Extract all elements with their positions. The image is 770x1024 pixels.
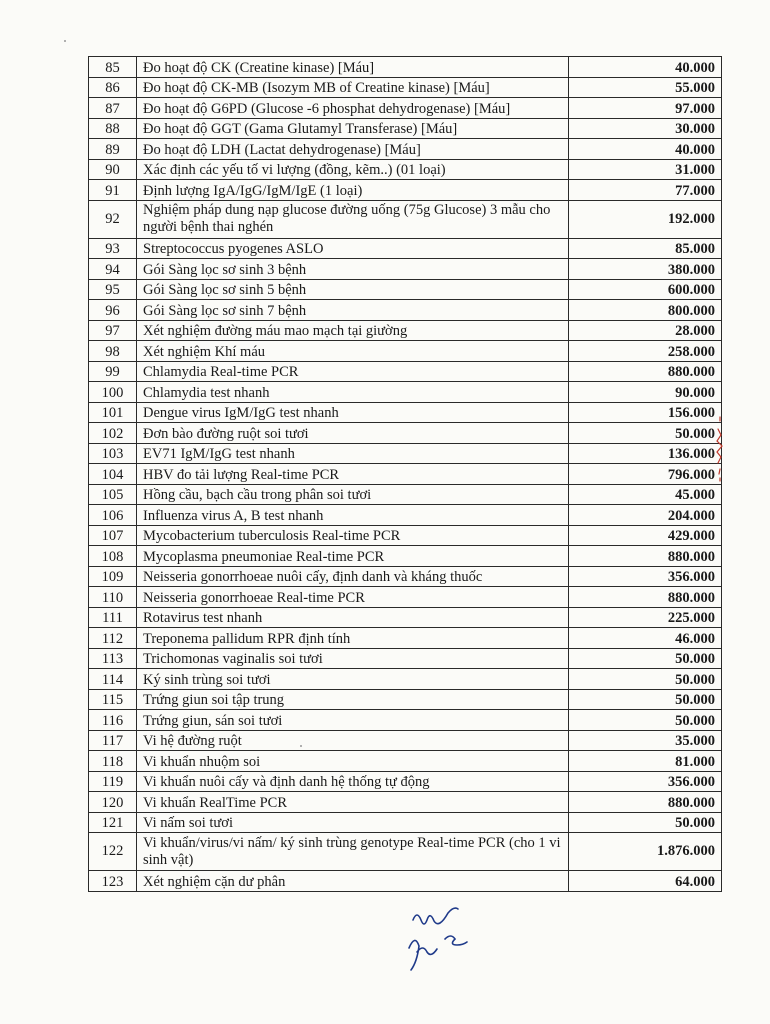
test-name: Neisseria gonorrhoeae nuôi cấy, định danh và kháng thuốc xyxy=(137,566,569,587)
row-number: 105 xyxy=(89,484,137,505)
row-number: 86 xyxy=(89,77,137,98)
test-price: 64.000 xyxy=(569,871,722,892)
row-number: 89 xyxy=(89,139,137,160)
test-name: Đo hoạt độ LDH (Lactat dehydrogenase) [Máu] xyxy=(137,139,569,160)
row-number: 104 xyxy=(89,464,137,485)
test-price: 77.000 xyxy=(569,180,722,201)
row-number: 109 xyxy=(89,566,137,587)
test-price: 258.000 xyxy=(569,341,722,362)
test-name: Vi khuẩn nuôi cấy và định danh hệ thống tự động xyxy=(137,771,569,792)
row-number: 115 xyxy=(89,689,137,710)
test-price: 192.000 xyxy=(569,200,722,238)
test-price: 30.000 xyxy=(569,118,722,139)
row-number: 103 xyxy=(89,443,137,464)
row-number: 99 xyxy=(89,361,137,382)
test-price: 204.000 xyxy=(569,505,722,526)
row-number: 93 xyxy=(89,238,137,259)
table-row xyxy=(89,669,722,690)
row-number: 108 xyxy=(89,546,137,567)
test-name: Trứng giun, sán soi tươi xyxy=(137,710,569,731)
test-price: 50.000 xyxy=(569,689,722,710)
row-number: 96 xyxy=(89,300,137,321)
test-price: 35.000 xyxy=(569,730,722,751)
table-row xyxy=(89,279,722,300)
table-row xyxy=(89,98,722,119)
test-price: 55.000 xyxy=(569,77,722,98)
row-number: 101 xyxy=(89,402,137,423)
test-price: 880.000 xyxy=(569,546,722,567)
row-number: 98 xyxy=(89,341,137,362)
test-price: 1.876.000 xyxy=(569,833,722,871)
table-row xyxy=(89,57,722,78)
test-price: 85.000 xyxy=(569,238,722,259)
scan-speck xyxy=(64,40,66,42)
row-number: 110 xyxy=(89,587,137,608)
test-name: Neisseria gonorrhoeae Real-time PCR xyxy=(137,587,569,608)
test-price: 880.000 xyxy=(569,361,722,382)
row-number: 97 xyxy=(89,320,137,341)
test-name: Định lượng IgA/IgG/IgM/IgE (1 loại) xyxy=(137,180,569,201)
row-number: 113 xyxy=(89,648,137,669)
test-price: 800.000 xyxy=(569,300,722,321)
table-row xyxy=(89,139,722,160)
table-row xyxy=(89,341,722,362)
test-price: 356.000 xyxy=(569,771,722,792)
table-row xyxy=(89,607,722,628)
table-row xyxy=(89,300,722,321)
table-row xyxy=(89,200,722,238)
row-number: 85 xyxy=(89,57,137,78)
table-row xyxy=(89,751,722,772)
test-name: Đo hoạt độ CK-MB (Isozym MB of Creatine kinase) [Máu] xyxy=(137,77,569,98)
test-name: Hồng cầu, bạch cầu trong phân soi tươi xyxy=(137,484,569,505)
test-name: Xét nghiệm đường máu mao mạch tại giường xyxy=(137,320,569,341)
test-name: Treponema pallidum RPR định tính xyxy=(137,628,569,649)
test-price: 429.000 xyxy=(569,525,722,546)
price-table xyxy=(88,56,722,892)
table-row xyxy=(89,812,722,833)
test-name: Streptococcus pyogenes ASLO xyxy=(137,238,569,259)
row-number: 94 xyxy=(89,259,137,280)
test-price: 31.000 xyxy=(569,159,722,180)
test-name: Đo hoạt độ GGT (Gama Glutamyl Transferase) [Máu] xyxy=(137,118,569,139)
test-name: Xét nghiệm cặn dư phân xyxy=(137,871,569,892)
row-number: 111 xyxy=(89,607,137,628)
row-number: 114 xyxy=(89,669,137,690)
test-name: Gói Sàng lọc sơ sinh 5 bệnh xyxy=(137,279,569,300)
row-number: 120 xyxy=(89,792,137,813)
test-price: 156.000 xyxy=(569,402,722,423)
table-row xyxy=(89,771,722,792)
test-price: 380.000 xyxy=(569,259,722,280)
margin-mark xyxy=(712,415,728,485)
table-row xyxy=(89,628,722,649)
test-price: 356.000 xyxy=(569,566,722,587)
table-row xyxy=(89,648,722,669)
test-name: Đo hoạt độ CK (Creatine kinase) [Máu] xyxy=(137,57,569,78)
row-number: 121 xyxy=(89,812,137,833)
table-row xyxy=(89,464,722,485)
test-name: Dengue virus IgM/IgG test nhanh xyxy=(137,402,569,423)
table-row xyxy=(89,259,722,280)
row-number: 91 xyxy=(89,180,137,201)
test-price: 50.000 xyxy=(569,648,722,669)
row-number: 112 xyxy=(89,628,137,649)
test-price: 880.000 xyxy=(569,792,722,813)
test-name: Đo hoạt độ G6PD (Glucose -6 phosphat dehydrogenase) [Máu] xyxy=(137,98,569,119)
row-number: 100 xyxy=(89,382,137,403)
test-price: 136.000 xyxy=(569,443,722,464)
table-row xyxy=(89,382,722,403)
price-table-body xyxy=(89,57,722,892)
test-price: 46.000 xyxy=(569,628,722,649)
test-price: 880.000 xyxy=(569,587,722,608)
test-price: 97.000 xyxy=(569,98,722,119)
test-name: Xác định các yếu tố vi lượng (đồng, kẽm..) (01 loại) xyxy=(137,159,569,180)
test-name: Vi nấm soi tươi xyxy=(137,812,569,833)
test-name: Đơn bào đường ruột soi tươi xyxy=(137,423,569,444)
test-name: Gói Sàng lọc sơ sinh 3 bệnh xyxy=(137,259,569,280)
table-row xyxy=(89,566,722,587)
table-row xyxy=(89,587,722,608)
test-name: Nghiệm pháp dung nạp glucose đường uống (75g Glucose) 3 mẫu cho người bệnh thai nghén xyxy=(137,200,569,238)
row-number: 119 xyxy=(89,771,137,792)
handwritten-signature xyxy=(405,900,515,980)
test-name: Vi khuẩn RealTime PCR xyxy=(137,792,569,813)
test-name: Rotavirus test nhanh xyxy=(137,607,569,628)
test-price: 90.000 xyxy=(569,382,722,403)
test-price: 50.000 xyxy=(569,812,722,833)
row-number: 118 xyxy=(89,751,137,772)
test-name: Trứng giun soi tập trung xyxy=(137,689,569,710)
test-price: 40.000 xyxy=(569,139,722,160)
row-number: 90 xyxy=(89,159,137,180)
table-row xyxy=(89,159,722,180)
row-number: 106 xyxy=(89,505,137,526)
table-row xyxy=(89,546,722,567)
table-row xyxy=(89,238,722,259)
table-row xyxy=(89,689,722,710)
test-name: HBV đo tải lượng Real-time PCR xyxy=(137,464,569,485)
test-price: 50.000 xyxy=(569,710,722,731)
row-number: 95 xyxy=(89,279,137,300)
row-number: 102 xyxy=(89,423,137,444)
row-number: 87 xyxy=(89,98,137,119)
scan-speck xyxy=(300,745,302,747)
row-number: 88 xyxy=(89,118,137,139)
row-number: 116 xyxy=(89,710,137,731)
test-name: Xét nghiệm Khí máu xyxy=(137,341,569,362)
table-row xyxy=(89,710,722,731)
test-name: Mycobacterium tuberculosis Real-time PCR xyxy=(137,525,569,546)
table-row xyxy=(89,361,722,382)
test-price: 50.000 xyxy=(569,669,722,690)
test-name: Influenza virus A, B test nhanh xyxy=(137,505,569,526)
table-row xyxy=(89,484,722,505)
row-number: 107 xyxy=(89,525,137,546)
table-row xyxy=(89,77,722,98)
row-number: 92 xyxy=(89,200,137,238)
test-name: Vi khuẩn/virus/vi nấm/ ký sinh trùng genotype Real-time PCR (cho 1 vi sinh vật) xyxy=(137,833,569,871)
table-row xyxy=(89,871,722,892)
test-name: Chlamydia test nhanh xyxy=(137,382,569,403)
test-name: Trichomonas vaginalis soi tươi xyxy=(137,648,569,669)
test-name: Vi hệ đường ruột xyxy=(137,730,569,751)
test-price: 81.000 xyxy=(569,751,722,772)
table-row xyxy=(89,730,722,751)
table-row xyxy=(89,525,722,546)
test-name: Chlamydia Real-time PCR xyxy=(137,361,569,382)
test-price: 28.000 xyxy=(569,320,722,341)
table-row xyxy=(89,505,722,526)
test-price: 796.000 xyxy=(569,464,722,485)
test-price: 50.000 xyxy=(569,423,722,444)
row-number: 122 xyxy=(89,833,137,871)
table-row xyxy=(89,118,722,139)
table-row xyxy=(89,792,722,813)
row-number: 117 xyxy=(89,730,137,751)
test-name: Ký sinh trùng soi tươi xyxy=(137,669,569,690)
table-row xyxy=(89,402,722,423)
row-number: 123 xyxy=(89,871,137,892)
table-row xyxy=(89,320,722,341)
test-price: 225.000 xyxy=(569,607,722,628)
test-name: Vi khuẩn nhuộm soi xyxy=(137,751,569,772)
test-name: EV71 IgM/IgG test nhanh xyxy=(137,443,569,464)
test-name: Mycoplasma pneumoniae Real-time PCR xyxy=(137,546,569,567)
table-row xyxy=(89,423,722,444)
table-row xyxy=(89,443,722,464)
test-price: 45.000 xyxy=(569,484,722,505)
test-price: 40.000 xyxy=(569,57,722,78)
table-row xyxy=(89,180,722,201)
test-name: Gói Sàng lọc sơ sinh 7 bệnh xyxy=(137,300,569,321)
table-row xyxy=(89,833,722,871)
test-price: 600.000 xyxy=(569,279,722,300)
